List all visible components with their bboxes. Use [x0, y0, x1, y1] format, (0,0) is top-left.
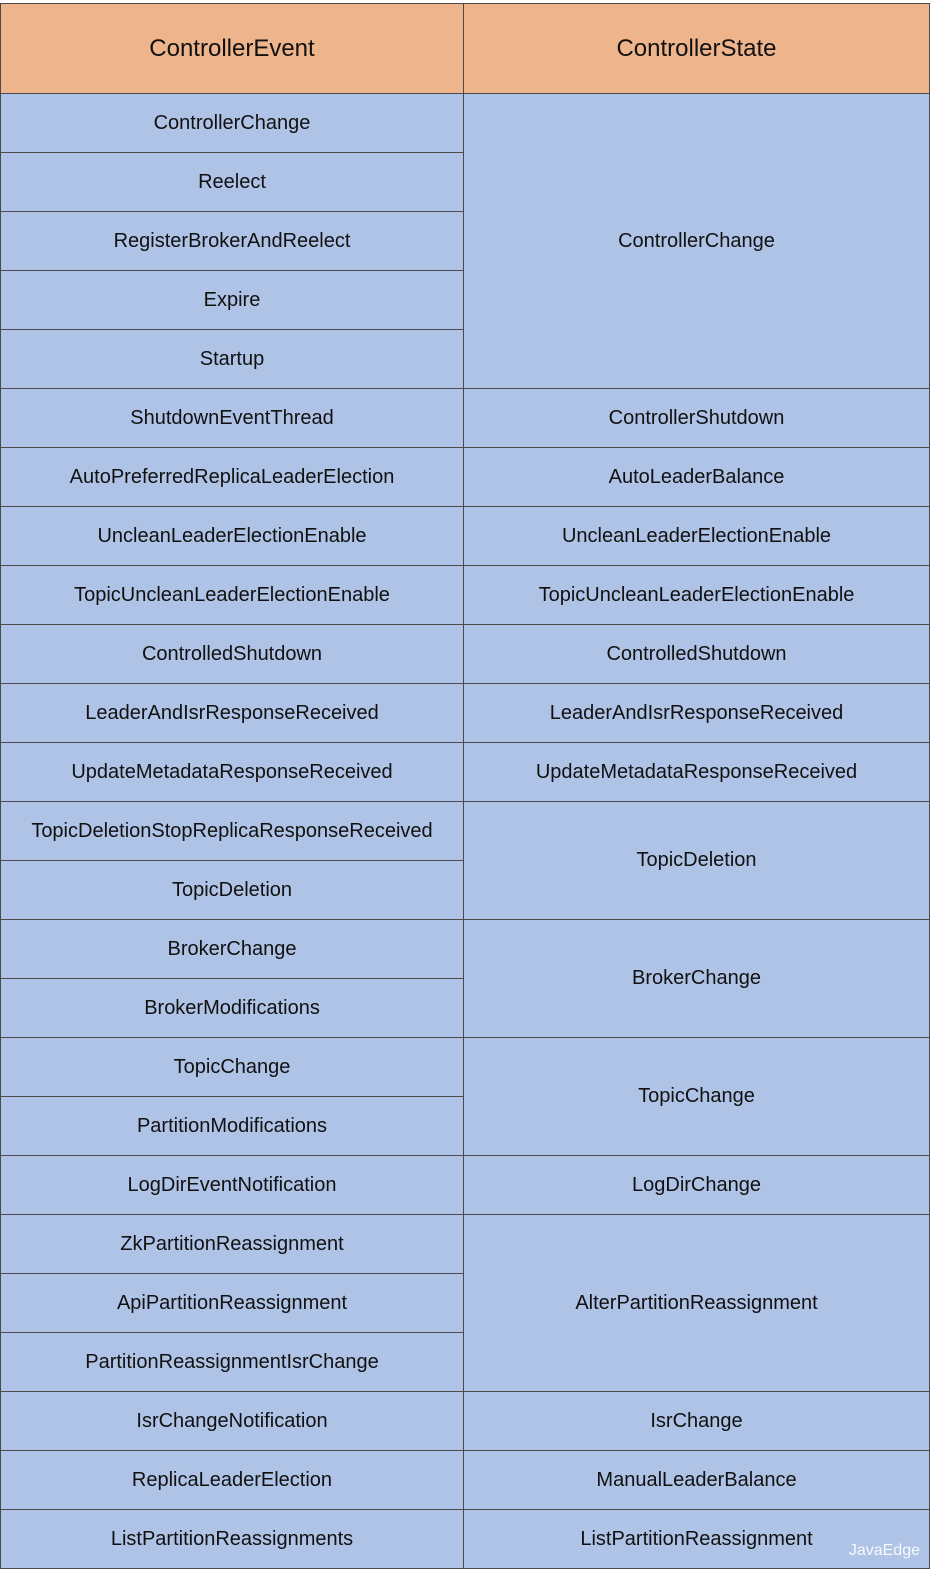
- table-row: [1, 389, 930, 448]
- state-cell: ControllerChange: [464, 94, 930, 389]
- state-cell: IsrChange: [464, 1392, 930, 1451]
- event-cell: RegisterBrokerAndReelect: [1, 212, 464, 271]
- header-controller-state: ControllerState: [464, 4, 930, 94]
- state-cell: ListPartitionReassignment: [464, 1510, 930, 1569]
- table-row: [1, 566, 930, 625]
- event-cell: ControlledShutdown: [1, 625, 464, 684]
- state-cell: BrokerChange: [464, 920, 930, 1038]
- event-cell: TopicUncleanLeaderElectionEnable: [1, 566, 464, 625]
- event-cell: ZkPartitionReassignment: [1, 1215, 464, 1274]
- table-row: [1, 743, 930, 802]
- table-row: [1, 684, 930, 743]
- table-row: [1, 920, 930, 979]
- table-row: [1, 1510, 930, 1569]
- event-cell: IsrChangeNotification: [1, 1392, 464, 1451]
- header-row: [1, 4, 930, 94]
- table-row: [1, 1392, 930, 1451]
- watermark: JavaEdge: [848, 1542, 920, 1559]
- event-cell: PartitionModifications: [1, 1097, 464, 1156]
- event-state-table: [0, 3, 930, 1569]
- state-cell: UpdateMetadataResponseReceived: [464, 743, 930, 802]
- state-cell: TopicDeletion: [464, 802, 930, 920]
- event-cell: ReplicaLeaderElection: [1, 1451, 464, 1510]
- event-cell: LeaderAndIsrResponseReceived: [1, 684, 464, 743]
- header-controller-event: ControllerEvent: [1, 4, 464, 94]
- event-cell: Expire: [1, 271, 464, 330]
- state-cell: ControllerShutdown: [464, 389, 930, 448]
- table-row: [1, 802, 930, 861]
- event-cell: LogDirEventNotification: [1, 1156, 464, 1215]
- event-cell: PartitionReassignmentIsrChange: [1, 1333, 464, 1392]
- event-cell: UpdateMetadataResponseReceived: [1, 743, 464, 802]
- state-cell: ManualLeaderBalance: [464, 1451, 930, 1510]
- table-row: [1, 507, 930, 566]
- event-cell: TopicChange: [1, 1038, 464, 1097]
- table-row: [1, 1038, 930, 1097]
- state-cell: LogDirChange: [464, 1156, 930, 1215]
- event-cell: ControllerChange: [1, 94, 464, 153]
- state-cell: AutoLeaderBalance: [464, 448, 930, 507]
- table-row: [1, 1451, 930, 1510]
- table-row: [1, 94, 930, 153]
- event-cell: Reelect: [1, 153, 464, 212]
- event-cell: BrokerChange: [1, 920, 464, 979]
- state-cell: UncleanLeaderElectionEnable: [464, 507, 930, 566]
- event-cell: Startup: [1, 330, 464, 389]
- event-cell: UncleanLeaderElectionEnable: [1, 507, 464, 566]
- table-body: [1, 94, 930, 1569]
- table-row: [1, 1215, 930, 1274]
- state-cell: TopicChange: [464, 1038, 930, 1156]
- table-row: [1, 448, 930, 507]
- state-cell: ControlledShutdown: [464, 625, 930, 684]
- table-row: [1, 1156, 930, 1215]
- event-cell: ShutdownEventThread: [1, 389, 464, 448]
- event-cell: AutoPreferredReplicaLeaderElection: [1, 448, 464, 507]
- state-cell: TopicUncleanLeaderElectionEnable: [464, 566, 930, 625]
- event-cell: TopicDeletion: [1, 861, 464, 920]
- table-row: [1, 625, 930, 684]
- event-cell: TopicDeletionStopReplicaResponseReceived: [1, 802, 464, 861]
- state-cell: AlterPartitionReassignment: [464, 1215, 930, 1392]
- state-cell: LeaderAndIsrResponseReceived: [464, 684, 930, 743]
- event-cell: ApiPartitionReassignment: [1, 1274, 464, 1333]
- event-cell: ListPartitionReassignments: [1, 1510, 464, 1569]
- event-cell: BrokerModifications: [1, 979, 464, 1038]
